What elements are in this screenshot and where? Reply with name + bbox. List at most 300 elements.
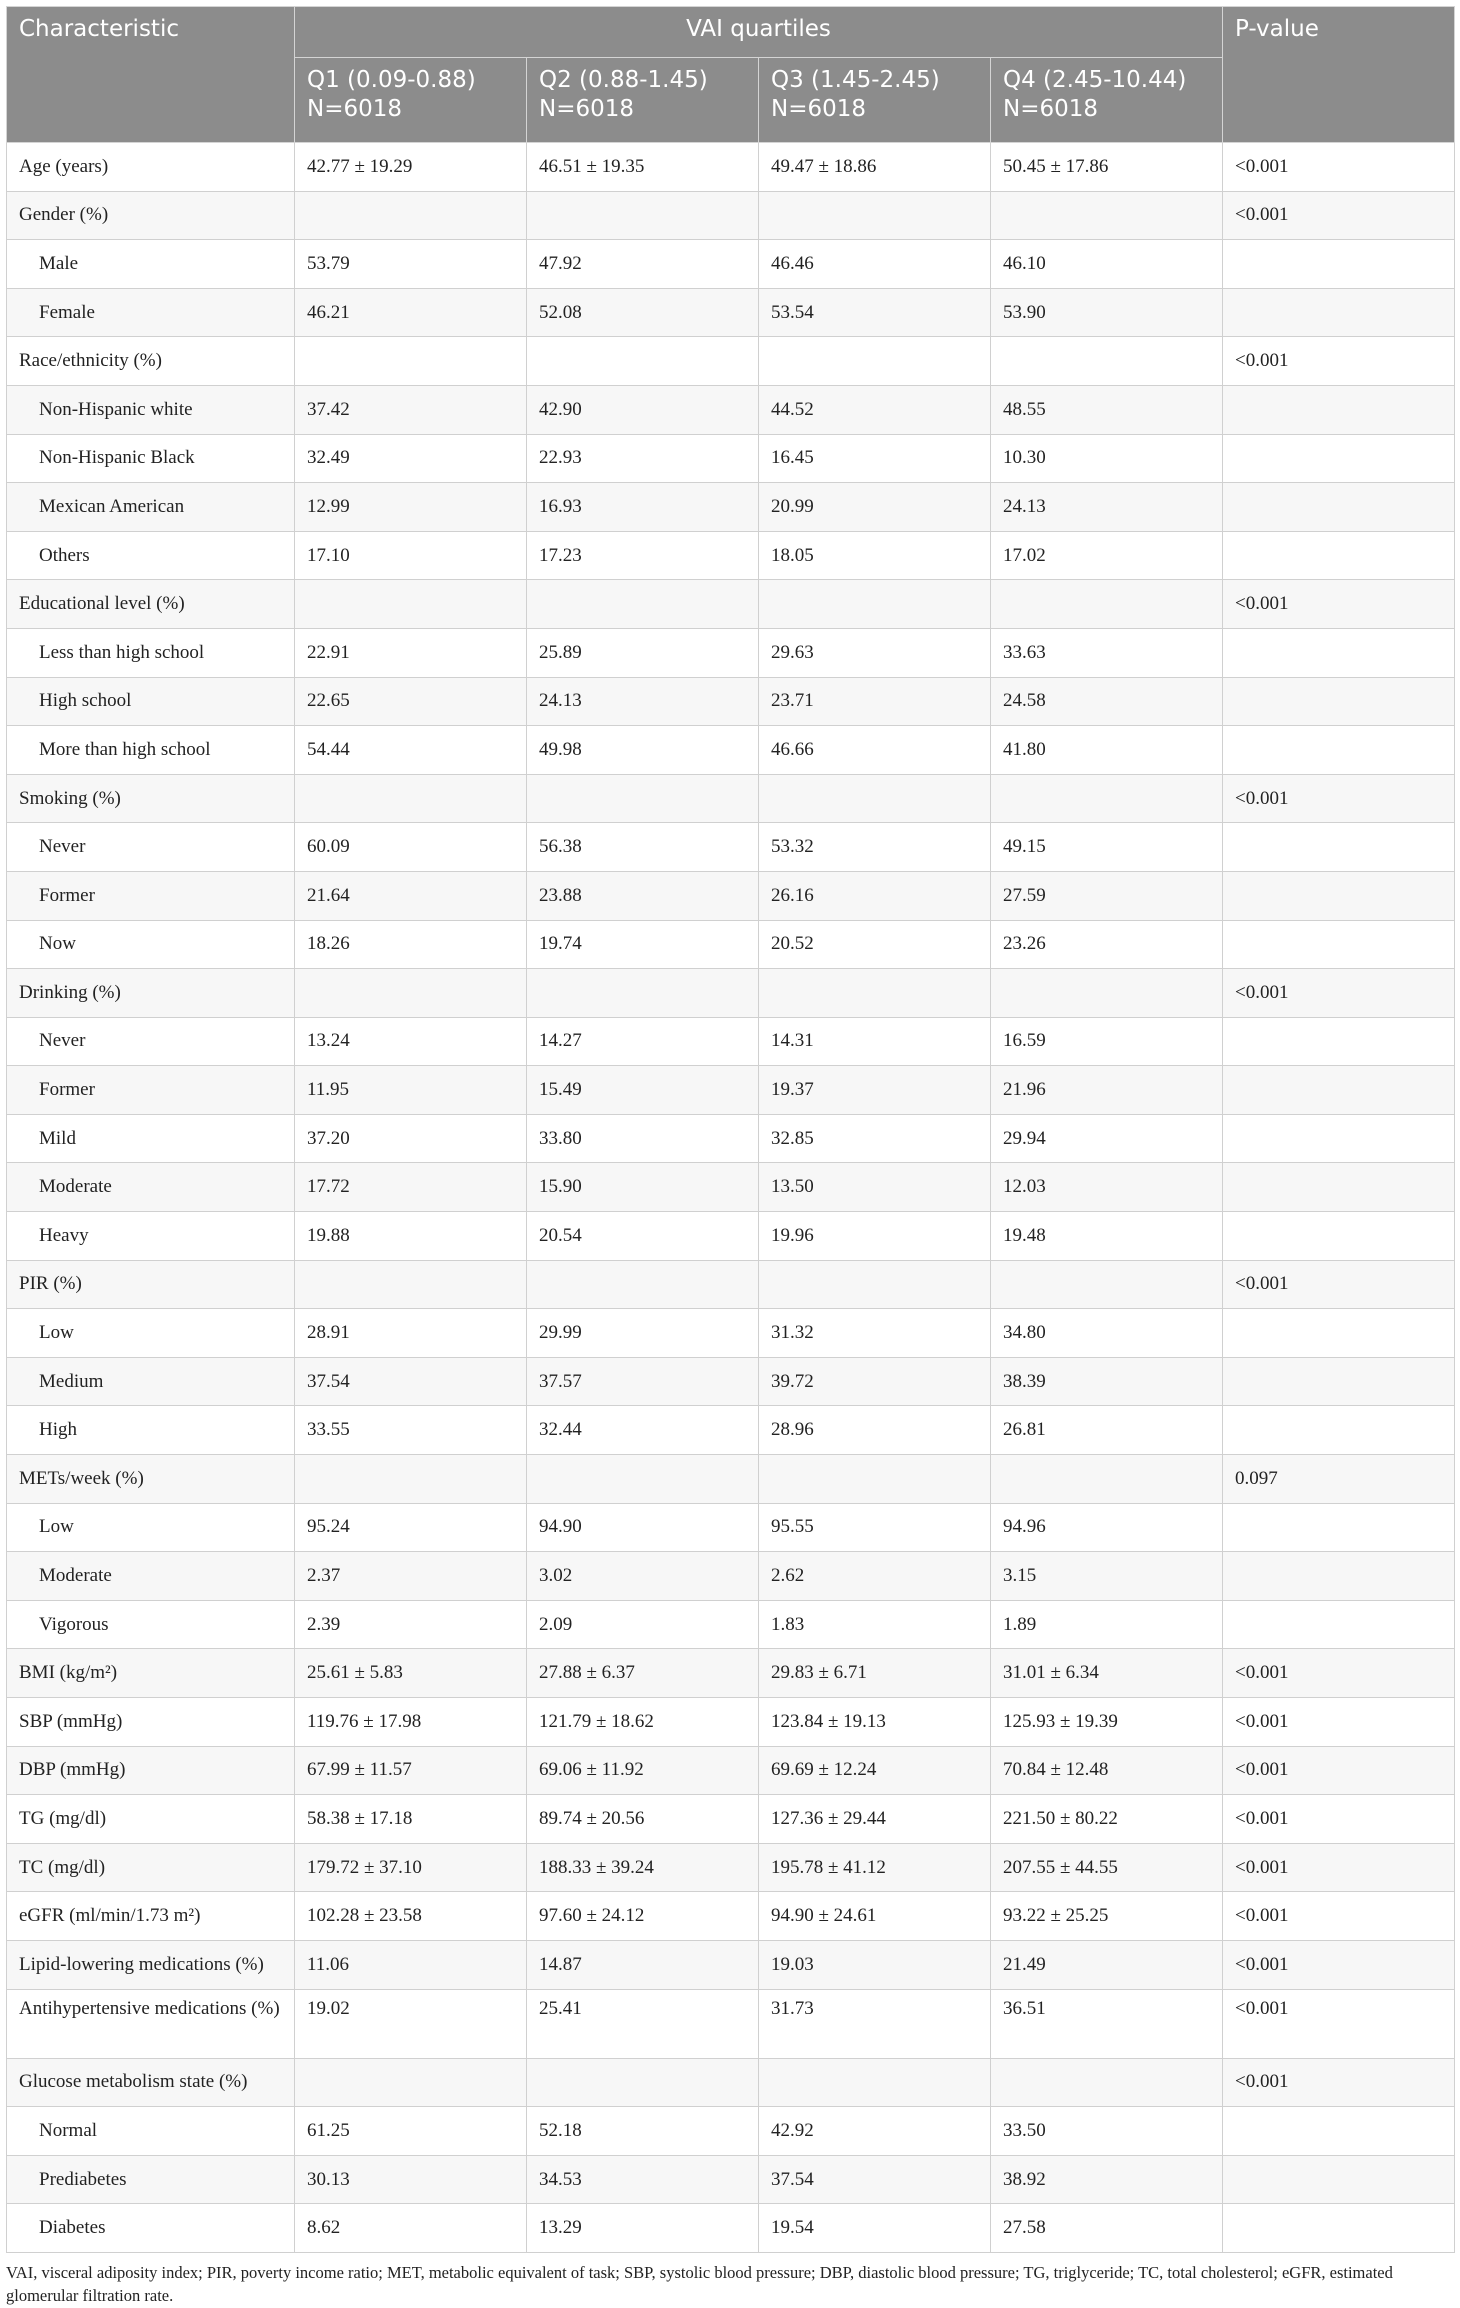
table-row: [7, 628, 1455, 677]
p-value: [1223, 1017, 1455, 1066]
row-label: Male: [7, 240, 295, 289]
p-value: [1223, 1600, 1455, 1649]
q1-value: 2.39: [295, 1600, 527, 1649]
q1-value: 61.25: [295, 2107, 527, 2156]
p-value: [1223, 920, 1455, 969]
q1-value: 54.44: [295, 726, 527, 775]
header-q4: [991, 58, 1223, 143]
q2-value: 56.38: [527, 823, 759, 872]
p-value: [1223, 434, 1455, 483]
q3-value: 16.45: [759, 434, 991, 483]
q1-value: [295, 580, 527, 629]
q4-value: 93.22 ± 25.25: [991, 1892, 1223, 1941]
q3-value: 46.46: [759, 240, 991, 289]
table-row: [7, 726, 1455, 775]
q4-value: 46.10: [991, 240, 1223, 289]
q2-value: 46.51 ± 19.35: [527, 143, 759, 192]
row-label: BMI (kg/m²): [7, 1649, 295, 1698]
table-row: [7, 1503, 1455, 1552]
q3-value: 37.54: [759, 2155, 991, 2204]
row-label: Female: [7, 288, 295, 337]
table-row: [7, 2058, 1455, 2107]
q2-value: 23.88: [527, 871, 759, 920]
q3-value: 20.99: [759, 483, 991, 532]
q3-value: 53.54: [759, 288, 991, 337]
header-q2-n: N=6018: [539, 96, 635, 122]
p-value: <0.001: [1223, 1698, 1455, 1747]
q2-value: 69.06 ± 11.92: [527, 1746, 759, 1795]
row-label: Diabetes: [7, 2204, 295, 2253]
q2-value: 3.02: [527, 1552, 759, 1601]
row-label: Mild: [7, 1114, 295, 1163]
p-value: <0.001: [1223, 969, 1455, 1018]
row-label: Low: [7, 1503, 295, 1552]
row-label: Heavy: [7, 1212, 295, 1261]
q2-value: [527, 1260, 759, 1309]
p-value: [1223, 1552, 1455, 1601]
q4-value: [991, 774, 1223, 823]
table-row: [7, 385, 1455, 434]
q3-value: 123.84 ± 19.13: [759, 1698, 991, 1747]
q1-value: 8.62: [295, 2204, 527, 2253]
row-label: Less than high school: [7, 628, 295, 677]
q4-value: 33.63: [991, 628, 1223, 677]
q1-value: [295, 2058, 527, 2107]
p-value: [1223, 628, 1455, 677]
table-row: [7, 1309, 1455, 1358]
q4-value: 49.15: [991, 823, 1223, 872]
q1-value: 19.02: [295, 1989, 527, 2058]
p-value: [1223, 1066, 1455, 1115]
q1-value: 58.38 ± 17.18: [295, 1795, 527, 1844]
characteristics-table: [6, 6, 1455, 2253]
q2-value: 37.57: [527, 1357, 759, 1406]
p-value: <0.001: [1223, 1940, 1455, 1989]
q1-value: 95.24: [295, 1503, 527, 1552]
table-row: [7, 1649, 1455, 1698]
table-row: [7, 1357, 1455, 1406]
q2-value: 19.74: [527, 920, 759, 969]
q4-value: 50.45 ± 17.86: [991, 143, 1223, 192]
q3-value: 46.66: [759, 726, 991, 775]
row-label: Never: [7, 1017, 295, 1066]
q1-value: 12.99: [295, 483, 527, 532]
row-label: Educational level (%): [7, 580, 295, 629]
q1-value: 37.54: [295, 1357, 527, 1406]
q4-value: [991, 1455, 1223, 1504]
row-label: PIR (%): [7, 1260, 295, 1309]
table-row: [7, 1989, 1455, 2058]
table-row: [7, 1600, 1455, 1649]
q4-value: 21.49: [991, 1940, 1223, 1989]
p-value: 0.097: [1223, 1455, 1455, 1504]
q2-value: [527, 580, 759, 629]
p-value: [1223, 483, 1455, 532]
row-label: Moderate: [7, 1163, 295, 1212]
q4-value: [991, 337, 1223, 386]
table-row: [7, 1940, 1455, 1989]
q2-value: 121.79 ± 18.62: [527, 1698, 759, 1747]
q4-value: 29.94: [991, 1114, 1223, 1163]
q2-value: 2.09: [527, 1600, 759, 1649]
row-label: Age (years): [7, 143, 295, 192]
header-q4-range: Q4 (2.45-10.44): [1003, 67, 1187, 93]
q4-value: 48.55: [991, 385, 1223, 434]
p-value: [1223, 2204, 1455, 2253]
table-row: [7, 1455, 1455, 1504]
row-label: TG (mg/dl): [7, 1795, 295, 1844]
table-row: [7, 774, 1455, 823]
p-value: [1223, 871, 1455, 920]
q3-value: [759, 1455, 991, 1504]
q1-value: 33.55: [295, 1406, 527, 1455]
q3-value: [759, 969, 991, 1018]
q1-value: 25.61 ± 5.83: [295, 1649, 527, 1698]
q1-value: 37.42: [295, 385, 527, 434]
q1-value: 60.09: [295, 823, 527, 872]
q1-value: 17.10: [295, 531, 527, 580]
q4-value: 17.02: [991, 531, 1223, 580]
q1-value: 179.72 ± 37.10: [295, 1843, 527, 1892]
q3-value: 31.32: [759, 1309, 991, 1358]
q2-value: 25.41: [527, 1989, 759, 2058]
row-label: Prediabetes: [7, 2155, 295, 2204]
row-label: Lipid-lowering medications (%): [7, 1940, 295, 1989]
q1-value: 19.88: [295, 1212, 527, 1261]
p-value: [1223, 531, 1455, 580]
q2-value: [527, 774, 759, 823]
q1-value: 53.79: [295, 240, 527, 289]
table-row: [7, 531, 1455, 580]
table-row: [7, 2107, 1455, 2156]
q4-value: [991, 2058, 1223, 2107]
q3-value: 94.90 ± 24.61: [759, 1892, 991, 1941]
q4-value: [991, 1260, 1223, 1309]
p-value: <0.001: [1223, 774, 1455, 823]
p-value: [1223, 1114, 1455, 1163]
p-value: [1223, 385, 1455, 434]
q1-value: 37.20: [295, 1114, 527, 1163]
p-value: [1223, 677, 1455, 726]
q3-value: 19.03: [759, 1940, 991, 1989]
row-label: TC (mg/dl): [7, 1843, 295, 1892]
q1-value: 42.77 ± 19.29: [295, 143, 527, 192]
row-label: Gender (%): [7, 191, 295, 240]
q4-value: 23.26: [991, 920, 1223, 969]
row-label: Drinking (%): [7, 969, 295, 1018]
q3-value: [759, 1260, 991, 1309]
row-label: Smoking (%): [7, 774, 295, 823]
header-q4-n: N=6018: [1003, 96, 1099, 122]
q1-value: 32.49: [295, 434, 527, 483]
table-row: [7, 580, 1455, 629]
q4-value: 26.81: [991, 1406, 1223, 1455]
q2-value: 52.18: [527, 2107, 759, 2156]
q3-value: [759, 191, 991, 240]
header-q1-range: Q1 (0.09-0.88): [307, 67, 476, 93]
q1-value: 11.95: [295, 1066, 527, 1115]
p-value: <0.001: [1223, 1892, 1455, 1941]
p-value: <0.001: [1223, 1649, 1455, 1698]
row-label: DBP (mmHg): [7, 1746, 295, 1795]
q2-value: 42.90: [527, 385, 759, 434]
row-label: Now: [7, 920, 295, 969]
table-row: [7, 191, 1455, 240]
q2-value: 47.92: [527, 240, 759, 289]
q3-value: 19.96: [759, 1212, 991, 1261]
q1-value: 2.37: [295, 1552, 527, 1601]
q3-value: [759, 580, 991, 629]
q3-value: 1.83: [759, 1600, 991, 1649]
p-value: [1223, 1503, 1455, 1552]
row-label: Medium: [7, 1357, 295, 1406]
q3-value: 29.63: [759, 628, 991, 677]
row-label: Vigorous: [7, 1600, 295, 1649]
q1-value: 22.91: [295, 628, 527, 677]
p-value: [1223, 2155, 1455, 2204]
table-row: [7, 1066, 1455, 1115]
p-value: <0.001: [1223, 191, 1455, 240]
table-row: [7, 288, 1455, 337]
p-value: [1223, 1309, 1455, 1358]
q1-value: [295, 191, 527, 240]
table-row: [7, 1114, 1455, 1163]
q4-value: [991, 969, 1223, 1018]
q4-value: 41.80: [991, 726, 1223, 775]
q3-value: 95.55: [759, 1503, 991, 1552]
p-value: [1223, 1406, 1455, 1455]
q3-value: [759, 2058, 991, 2107]
header-q3-range: Q3 (1.45-2.45): [771, 67, 940, 93]
q1-value: 67.99 ± 11.57: [295, 1746, 527, 1795]
q3-value: 44.52: [759, 385, 991, 434]
q2-value: 13.29: [527, 2204, 759, 2253]
header-pvalue: P-value: [1223, 7, 1455, 143]
q2-value: 15.49: [527, 1066, 759, 1115]
row-label: Others: [7, 531, 295, 580]
q4-value: 24.58: [991, 677, 1223, 726]
q1-value: 22.65: [295, 677, 527, 726]
p-value: [1223, 823, 1455, 872]
q3-value: 13.50: [759, 1163, 991, 1212]
q3-value: 31.73: [759, 1989, 991, 2058]
row-label: Never: [7, 823, 295, 872]
table-row: [7, 1698, 1455, 1747]
table-row: [7, 1843, 1455, 1892]
row-label: eGFR (ml/min/1.73 m²): [7, 1892, 295, 1941]
q3-value: 32.85: [759, 1114, 991, 1163]
q2-value: 29.99: [527, 1309, 759, 1358]
table-row: [7, 1795, 1455, 1844]
q2-value: 33.80: [527, 1114, 759, 1163]
table-row: [7, 823, 1455, 872]
table-row: [7, 143, 1455, 192]
q2-value: 94.90: [527, 1503, 759, 1552]
row-label: More than high school: [7, 726, 295, 775]
row-label: Glucose metabolism state (%): [7, 2058, 295, 2107]
q3-value: 53.32: [759, 823, 991, 872]
q4-value: 31.01 ± 6.34: [991, 1649, 1223, 1698]
q4-value: [991, 191, 1223, 240]
q3-value: 28.96: [759, 1406, 991, 1455]
header-q2-range: Q2 (0.88-1.45): [539, 67, 708, 93]
q4-value: 1.89: [991, 1600, 1223, 1649]
table-row: [7, 1746, 1455, 1795]
q4-value: 70.84 ± 12.48: [991, 1746, 1223, 1795]
row-label: Normal: [7, 2107, 295, 2156]
p-value: [1223, 240, 1455, 289]
q4-value: 53.90: [991, 288, 1223, 337]
header-q3-n: N=6018: [771, 96, 867, 122]
q3-value: [759, 774, 991, 823]
row-label: Non-Hispanic white: [7, 385, 295, 434]
q2-value: [527, 191, 759, 240]
q4-value: 36.51: [991, 1989, 1223, 2058]
table-row: [7, 1212, 1455, 1261]
p-value: <0.001: [1223, 1260, 1455, 1309]
q2-value: 14.27: [527, 1017, 759, 1066]
q2-value: [527, 2058, 759, 2107]
row-label: Moderate: [7, 1552, 295, 1601]
p-value: <0.001: [1223, 337, 1455, 386]
p-value: <0.001: [1223, 1795, 1455, 1844]
q4-value: 125.93 ± 19.39: [991, 1698, 1223, 1747]
q1-value: 21.64: [295, 871, 527, 920]
p-value: [1223, 1212, 1455, 1261]
q2-value: 24.13: [527, 677, 759, 726]
q4-value: 21.96: [991, 1066, 1223, 1115]
q3-value: 23.71: [759, 677, 991, 726]
q4-value: 10.30: [991, 434, 1223, 483]
q3-value: 127.36 ± 29.44: [759, 1795, 991, 1844]
q1-value: 11.06: [295, 1940, 527, 1989]
table-row: [7, 1260, 1455, 1309]
q4-value: 38.39: [991, 1357, 1223, 1406]
table-row: [7, 337, 1455, 386]
table-row: [7, 2155, 1455, 2204]
row-label: Mexican American: [7, 483, 295, 532]
q2-value: [527, 337, 759, 386]
row-label: High school: [7, 677, 295, 726]
q1-value: 13.24: [295, 1017, 527, 1066]
q2-value: [527, 969, 759, 1018]
q1-value: 18.26: [295, 920, 527, 969]
q2-value: 32.44: [527, 1406, 759, 1455]
q4-value: 12.03: [991, 1163, 1223, 1212]
table-body: [7, 143, 1455, 2253]
q3-value: 69.69 ± 12.24: [759, 1746, 991, 1795]
table-row: [7, 677, 1455, 726]
q2-value: 15.90: [527, 1163, 759, 1212]
header-q1: [295, 58, 527, 143]
q2-value: [527, 1455, 759, 1504]
q3-value: 19.37: [759, 1066, 991, 1115]
q1-value: 46.21: [295, 288, 527, 337]
q4-value: 207.55 ± 44.55: [991, 1843, 1223, 1892]
table-container: [6, 6, 1454, 2307]
q3-value: 2.62: [759, 1552, 991, 1601]
q3-value: 42.92: [759, 2107, 991, 2156]
table-row: [7, 1406, 1455, 1455]
header-q1-n: N=6018: [307, 96, 403, 122]
q2-value: 49.98: [527, 726, 759, 775]
q3-value: 49.47 ± 18.86: [759, 143, 991, 192]
q1-value: 17.72: [295, 1163, 527, 1212]
p-value: <0.001: [1223, 1746, 1455, 1795]
table-row: [7, 1017, 1455, 1066]
q4-value: 16.59: [991, 1017, 1223, 1066]
q4-value: 27.58: [991, 2204, 1223, 2253]
table-row: [7, 434, 1455, 483]
q2-value: 27.88 ± 6.37: [527, 1649, 759, 1698]
q2-value: 17.23: [527, 531, 759, 580]
q4-value: 3.15: [991, 1552, 1223, 1601]
q4-value: [991, 580, 1223, 629]
row-label: METs/week (%): [7, 1455, 295, 1504]
q3-value: 29.83 ± 6.71: [759, 1649, 991, 1698]
table-row: [7, 2204, 1455, 2253]
table-row: [7, 871, 1455, 920]
table-row: [7, 920, 1455, 969]
table-row: [7, 1163, 1455, 1212]
row-label: High: [7, 1406, 295, 1455]
row-label: Low: [7, 1309, 295, 1358]
p-value: [1223, 1357, 1455, 1406]
q3-value: 18.05: [759, 531, 991, 580]
header-q3: [759, 58, 991, 143]
q3-value: 19.54: [759, 2204, 991, 2253]
q4-value: 24.13: [991, 483, 1223, 532]
row-label: Race/ethnicity (%): [7, 337, 295, 386]
q3-value: 39.72: [759, 1357, 991, 1406]
q2-value: 20.54: [527, 1212, 759, 1261]
q4-value: 38.92: [991, 2155, 1223, 2204]
p-value: [1223, 1163, 1455, 1212]
q2-value: 97.60 ± 24.12: [527, 1892, 759, 1941]
q4-value: 27.59: [991, 871, 1223, 920]
q4-value: 221.50 ± 80.22: [991, 1795, 1223, 1844]
q1-value: [295, 969, 527, 1018]
p-value: <0.001: [1223, 580, 1455, 629]
q2-value: 52.08: [527, 288, 759, 337]
row-label: Antihypertensive medications (%): [7, 1989, 295, 2058]
table-row: [7, 1552, 1455, 1601]
table-footnote: VAI, visceral adiposity index; PIR, poverty income ratio; MET, metabolic equivalent of task; SBP, systolic blood pressure; DBP, diastolic blood pressure; TG, triglyceride; TC, total cholesterol; eGFR, estimated glomerular filtration rate.: [6, 2262, 1393, 2305]
q3-value: 20.52: [759, 920, 991, 969]
row-label: Former: [7, 1066, 295, 1115]
q1-value: 30.13: [295, 2155, 527, 2204]
q1-value: [295, 337, 527, 386]
table-row: [7, 969, 1455, 1018]
q1-value: 119.76 ± 17.98: [295, 1698, 527, 1747]
p-value: <0.001: [1223, 1989, 1455, 2058]
q2-value: 16.93: [527, 483, 759, 532]
q3-value: 195.78 ± 41.12: [759, 1843, 991, 1892]
p-value: [1223, 726, 1455, 775]
p-value: [1223, 288, 1455, 337]
p-value: <0.001: [1223, 1843, 1455, 1892]
q2-value: 89.74 ± 20.56: [527, 1795, 759, 1844]
table-row: [7, 1892, 1455, 1941]
q2-value: 14.87: [527, 1940, 759, 1989]
p-value: <0.001: [1223, 143, 1455, 192]
q2-value: 34.53: [527, 2155, 759, 2204]
header-vai-quartiles: VAI quartiles: [295, 7, 1223, 58]
q2-value: 22.93: [527, 434, 759, 483]
row-label: SBP (mmHg): [7, 1698, 295, 1747]
p-value: <0.001: [1223, 2058, 1455, 2107]
header-q2: [527, 58, 759, 143]
